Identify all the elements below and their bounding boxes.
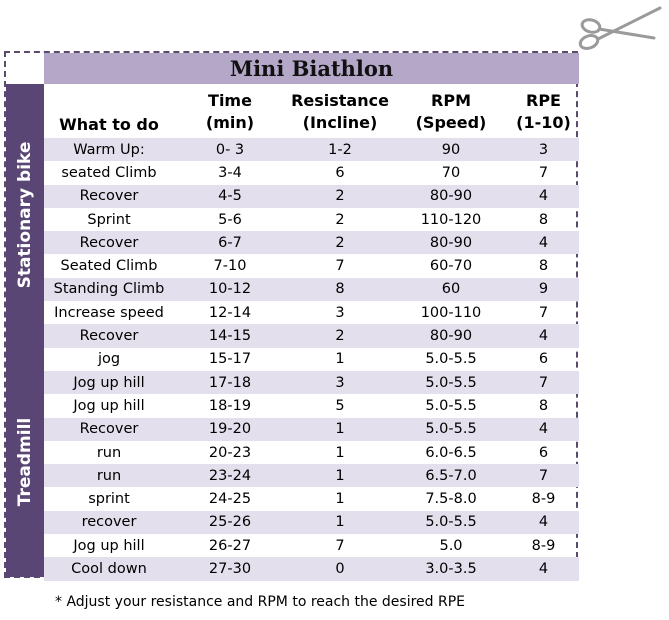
cell-rpm: 60 (441, 281, 461, 298)
cell-rpm: 80-90 (429, 234, 473, 251)
scissors-icon (576, 2, 668, 54)
cell-rpe: 6 (538, 351, 549, 368)
cell-activity: Recover (79, 328, 139, 345)
cell-time: 3-4 (218, 164, 242, 181)
cell-rpm: 60-70 (429, 258, 473, 275)
cell-time: 24-25 (208, 491, 252, 508)
cell-resistance: 1 (335, 514, 345, 531)
cell-resistance: 3 (335, 304, 345, 321)
cell-rpe: 7 (538, 374, 549, 391)
table-row (44, 161, 579, 184)
cell-activity: seated Climb (61, 164, 157, 181)
cell-time: 26-27 (208, 537, 252, 554)
cell-rpm: 100-110 (420, 304, 482, 321)
table-row (44, 208, 579, 231)
table-row (44, 511, 579, 534)
header-rpe-line1: RPE (526, 91, 561, 110)
cell-time: 27-30 (208, 560, 252, 577)
cell-rpm: 6.0-6.5 (425, 444, 477, 461)
table-row (44, 464, 579, 487)
header-time (174, 84, 286, 138)
cell-time: 17-18 (208, 374, 252, 391)
cell-resistance: 2 (335, 234, 345, 251)
cell-resistance: 1 (335, 491, 345, 508)
table-row (44, 231, 579, 254)
cell-activity: Jog up hill (73, 537, 145, 554)
table-row (44, 301, 579, 324)
cell-time: 23-24 (208, 467, 252, 484)
header-time-line2: (min) (205, 113, 255, 132)
cell-rpm: 5.0-5.5 (425, 374, 477, 391)
cell-rpe: 8-9 (531, 491, 556, 508)
cell-time: 19-20 (208, 421, 252, 438)
cell-rpe: 4 (538, 234, 549, 251)
table-row (44, 394, 579, 417)
cell-rpe: 4 (538, 328, 549, 345)
cell-time: 4-5 (218, 188, 242, 205)
cell-rpm: 6.5-7.0 (425, 467, 477, 484)
header-resistance-line1: Resistance (291, 91, 389, 110)
cell-activity: Standing Climb (53, 281, 165, 298)
cell-resistance: 8 (335, 281, 345, 298)
cell-rpe: 4 (538, 421, 549, 438)
cell-time: 20-23 (208, 444, 252, 461)
header-rpe-line2: (1-10) (516, 113, 571, 132)
cell-rpe: 9 (538, 281, 549, 298)
cell-rpe: 8 (538, 397, 549, 414)
header-rpm-line1: RPM (431, 91, 471, 110)
cell-resistance: 2 (335, 328, 345, 345)
table-row (44, 487, 579, 510)
header-rpe (508, 84, 579, 138)
cell-rpe: 3 (538, 141, 549, 158)
cell-time: 5-6 (218, 211, 242, 228)
cell-activity: Seated Climb (60, 258, 158, 275)
cell-time: 0- 3 (215, 141, 245, 158)
cell-resistance: 1 (335, 351, 345, 368)
table-row (44, 185, 579, 208)
table-row (44, 534, 579, 557)
footnote: * Adjust your resistance and RPM to reach the desired RPE (55, 594, 466, 610)
table-body (44, 138, 579, 581)
cell-rpe: 4 (538, 188, 549, 205)
cell-rpe: 8 (538, 211, 549, 228)
cell-resistance: 3 (335, 374, 345, 391)
cell-resistance: 0 (335, 560, 345, 577)
cell-activity: jog (97, 351, 121, 368)
cell-rpe: 7 (538, 467, 549, 484)
cell-resistance: 7 (335, 537, 345, 554)
section-treadmill (6, 346, 44, 577)
section-label: Treadmill (15, 417, 35, 506)
cell-activity: Recover (79, 234, 139, 251)
cell-time: 14-15 (208, 328, 252, 345)
table-row (44, 138, 579, 161)
cell-rpe: 4 (538, 560, 549, 577)
cell-resistance: 1-2 (328, 141, 352, 158)
cell-time: 25-26 (208, 514, 252, 531)
table-row (44, 557, 579, 580)
table-row (44, 278, 579, 301)
cell-rpm: 5.0-5.5 (425, 397, 477, 414)
cell-activity: Warm Up: (73, 141, 145, 158)
table-row (44, 418, 579, 441)
cell-rpm: 90 (441, 141, 461, 158)
cell-activity: Increase speed (54, 304, 164, 321)
header-what (44, 84, 174, 138)
cell-rpm: 7.5-8.0 (425, 491, 477, 508)
page-title: Mini Biathlon (44, 53, 579, 84)
cell-rpm: 110-120 (420, 211, 482, 228)
cell-activity: run (96, 467, 122, 484)
cell-rpm: 80-90 (429, 328, 473, 345)
cell-activity: Jog up hill (73, 397, 145, 414)
header-time-line1: Time (208, 91, 252, 110)
cell-rpm: 5.0-5.5 (425, 514, 477, 531)
cell-rpm: 5.0-5.5 (425, 351, 477, 368)
cell-activity: sprint (88, 491, 130, 508)
cell-resistance: 6 (335, 164, 345, 181)
cell-activity: recover (81, 514, 137, 531)
cell-time: 10-12 (208, 281, 252, 298)
cell-resistance: 5 (335, 397, 345, 414)
cell-activity: Sprint (87, 211, 131, 228)
header-rpm-line2: (Speed) (415, 113, 487, 132)
cell-resistance: 2 (335, 211, 345, 228)
header-resistance (286, 84, 394, 138)
section-stationary-bike (6, 84, 44, 346)
cell-rpe: 4 (538, 514, 549, 531)
cell-rpm: 5.0 (439, 537, 463, 554)
header-rpm (394, 84, 508, 138)
cell-time: 18-19 (208, 397, 252, 414)
header-what-label: What to do (59, 115, 159, 134)
table-row (44, 324, 579, 347)
cell-time: 7-10 (213, 258, 247, 275)
table-row (44, 371, 579, 394)
table-row (44, 348, 579, 371)
cell-resistance: 1 (335, 444, 345, 461)
cell-rpm: 5.0-5.5 (425, 421, 477, 438)
table-row (44, 441, 579, 464)
cell-activity: Jog up hill (73, 374, 145, 391)
cell-resistance: 7 (335, 258, 345, 275)
cell-time: 15-17 (208, 351, 252, 368)
section-label: Stationary bike (15, 141, 35, 289)
cell-rpe: 6 (538, 444, 549, 461)
cell-resistance: 1 (335, 467, 345, 484)
cell-rpm: 3.0-3.5 (425, 560, 477, 577)
cell-rpm: 70 (441, 164, 461, 181)
cell-resistance: 1 (335, 421, 345, 438)
table-row (44, 254, 579, 277)
header-resistance-line2: (Incline) (302, 113, 378, 132)
cell-time: 12-14 (208, 304, 252, 321)
cell-rpe: 7 (538, 164, 549, 181)
table-header (44, 84, 579, 138)
cell-rpe: 8-9 (531, 537, 556, 554)
cell-time: 6-7 (218, 234, 242, 251)
cell-rpe: 8 (538, 258, 549, 275)
cell-activity: Cool down (71, 560, 147, 577)
cell-activity: Recover (79, 188, 139, 205)
cell-activity: Recover (79, 421, 139, 438)
cell-activity: run (96, 444, 122, 461)
cell-rpe: 7 (538, 304, 549, 321)
cell-resistance: 2 (335, 188, 345, 205)
cell-rpm: 80-90 (429, 188, 473, 205)
